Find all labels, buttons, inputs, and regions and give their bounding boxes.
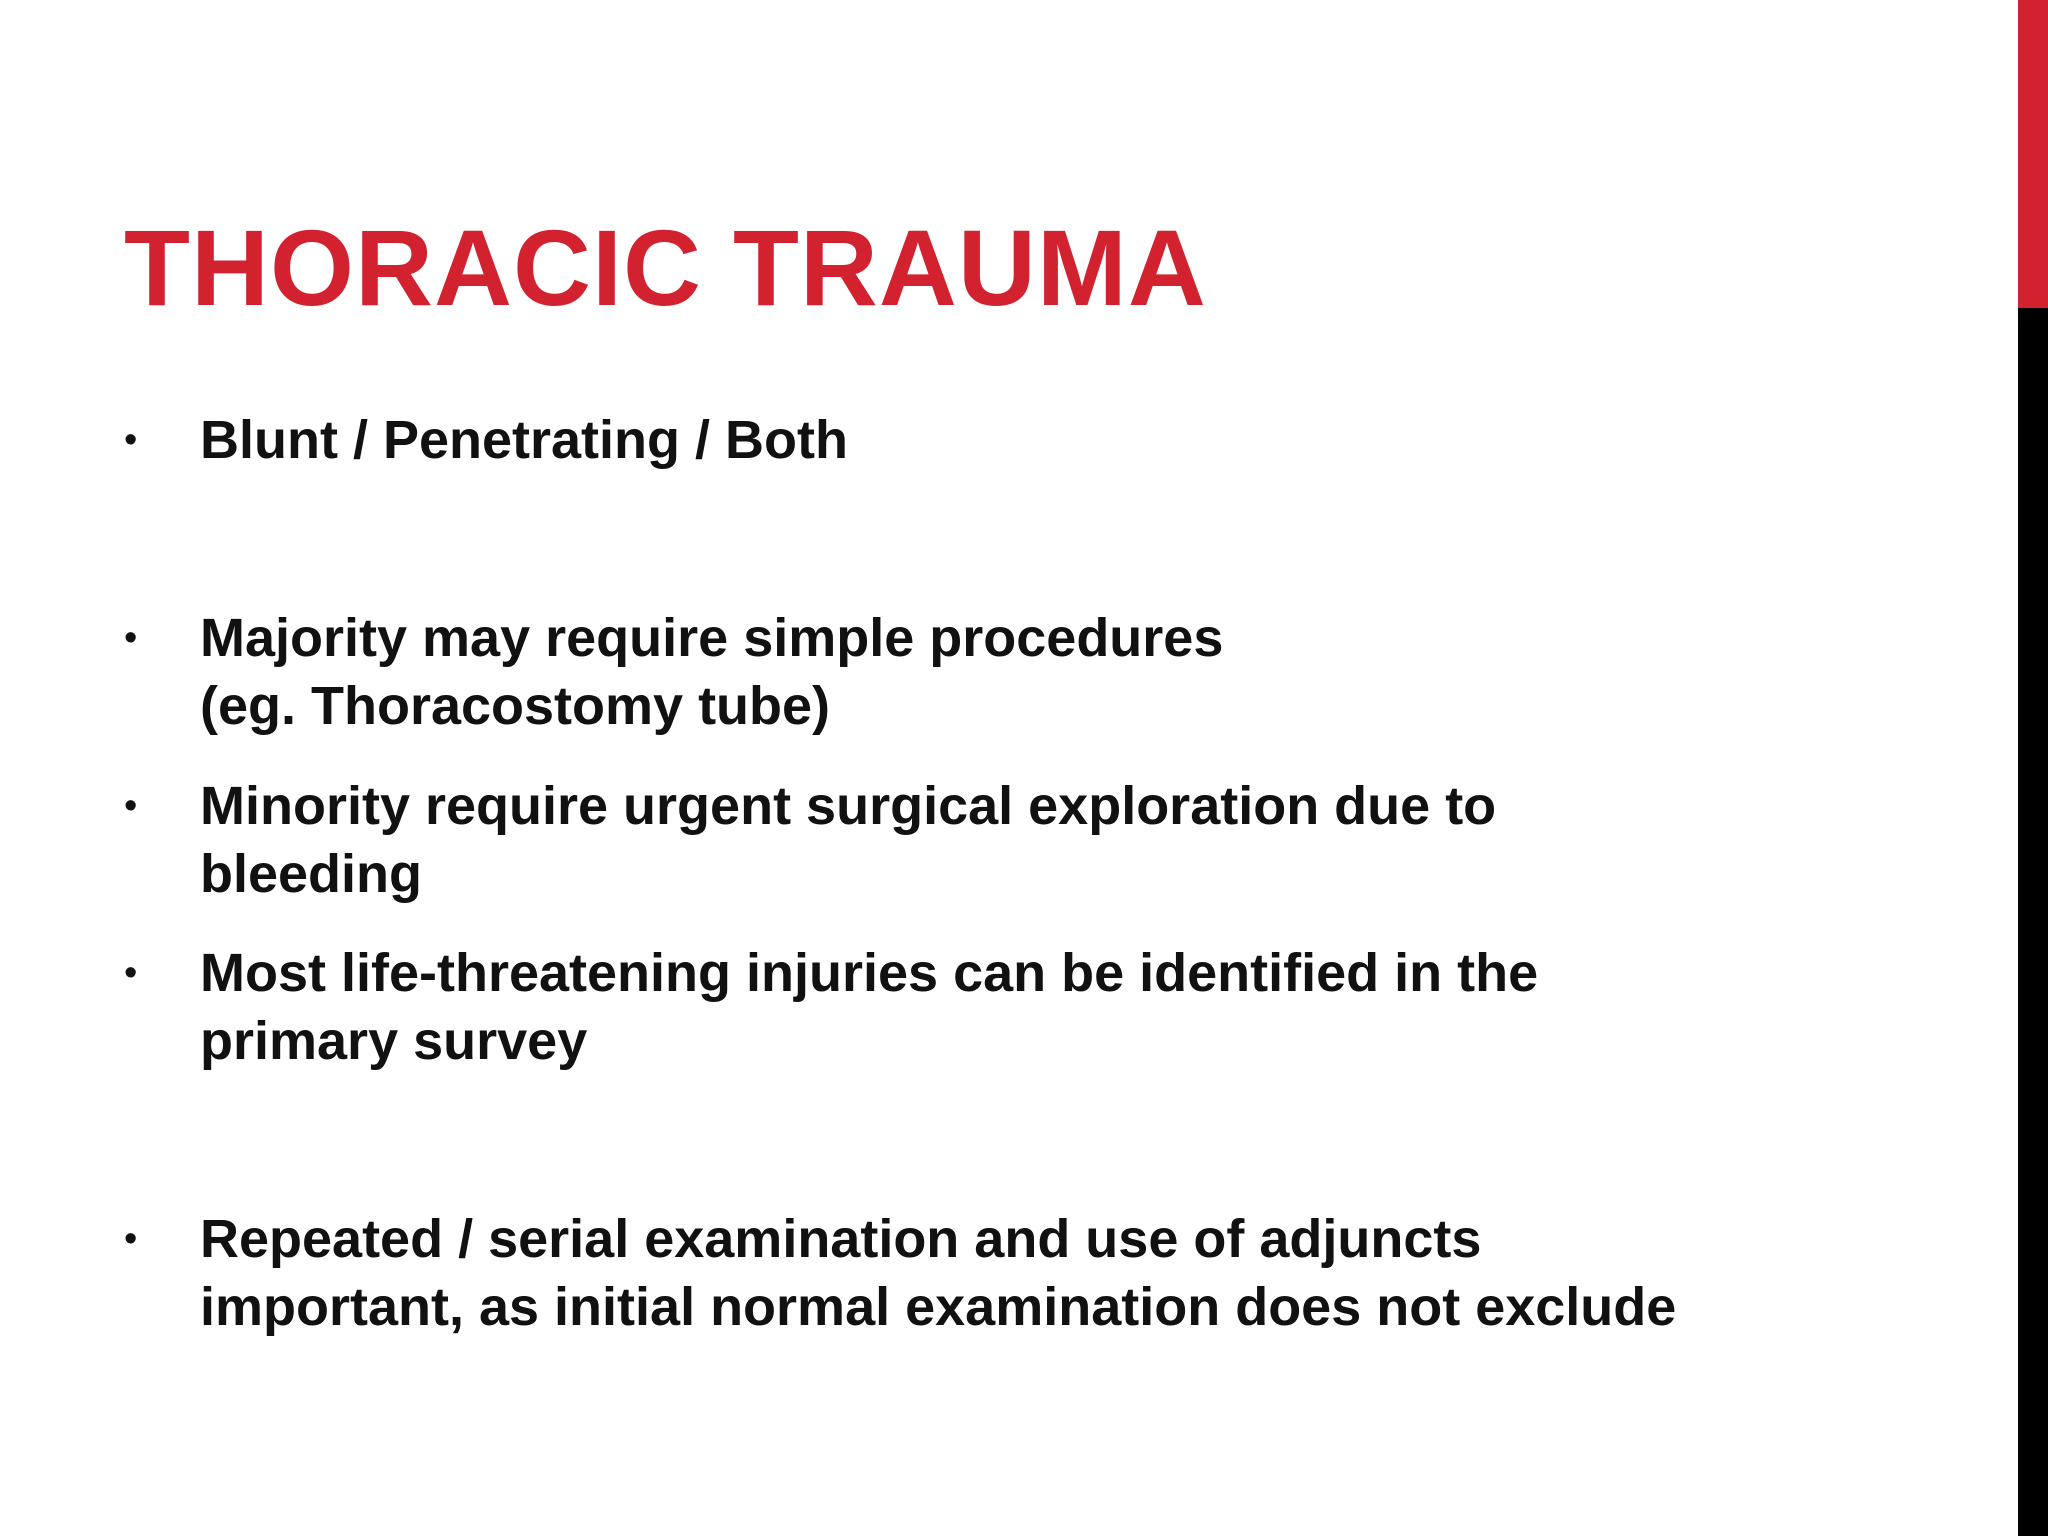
bullet-text [200,406,848,474]
bullet-line: Most life-threatening injuries can be identified in the [200,943,1539,1003]
bullet-marker: • [124,785,138,827]
bullet-line: Majority may require simple procedures [200,608,1224,668]
bullet-text [200,1205,1676,1341]
bullet-line: primary survey [200,1011,588,1071]
bullet-item [124,406,1824,474]
bullet-line: Blunt / Penetrating / Both [200,410,848,470]
right-edge-bar [2018,0,2048,1536]
bullet-text [200,772,1496,908]
slide-title: THORACIC TRAUMA [124,207,1207,328]
bullet-line: Minority require urgent surgical exploration due to [200,776,1497,836]
bullet-line: Repeated / serial examination and use of adjuncts [200,1209,1482,1269]
bullet-line: important, as initial normal examination does not exclude [200,1277,1677,1337]
bullet-marker: • [124,952,138,994]
bullet-marker: • [124,419,138,461]
bullet-item [124,604,1824,740]
right-edge-accent [2018,0,2048,308]
bullet-item [124,1205,1824,1341]
bullet-line: bleeding [200,844,423,904]
bullet-item [124,939,1824,1075]
bullet-line: (eg. Thoracostomy tube) [200,676,831,736]
bullet-marker: • [124,1218,138,1260]
bullet-marker: • [124,617,138,659]
bullet-text [200,939,1538,1075]
bullet-text [200,604,1223,740]
bullet-item [124,772,1824,908]
